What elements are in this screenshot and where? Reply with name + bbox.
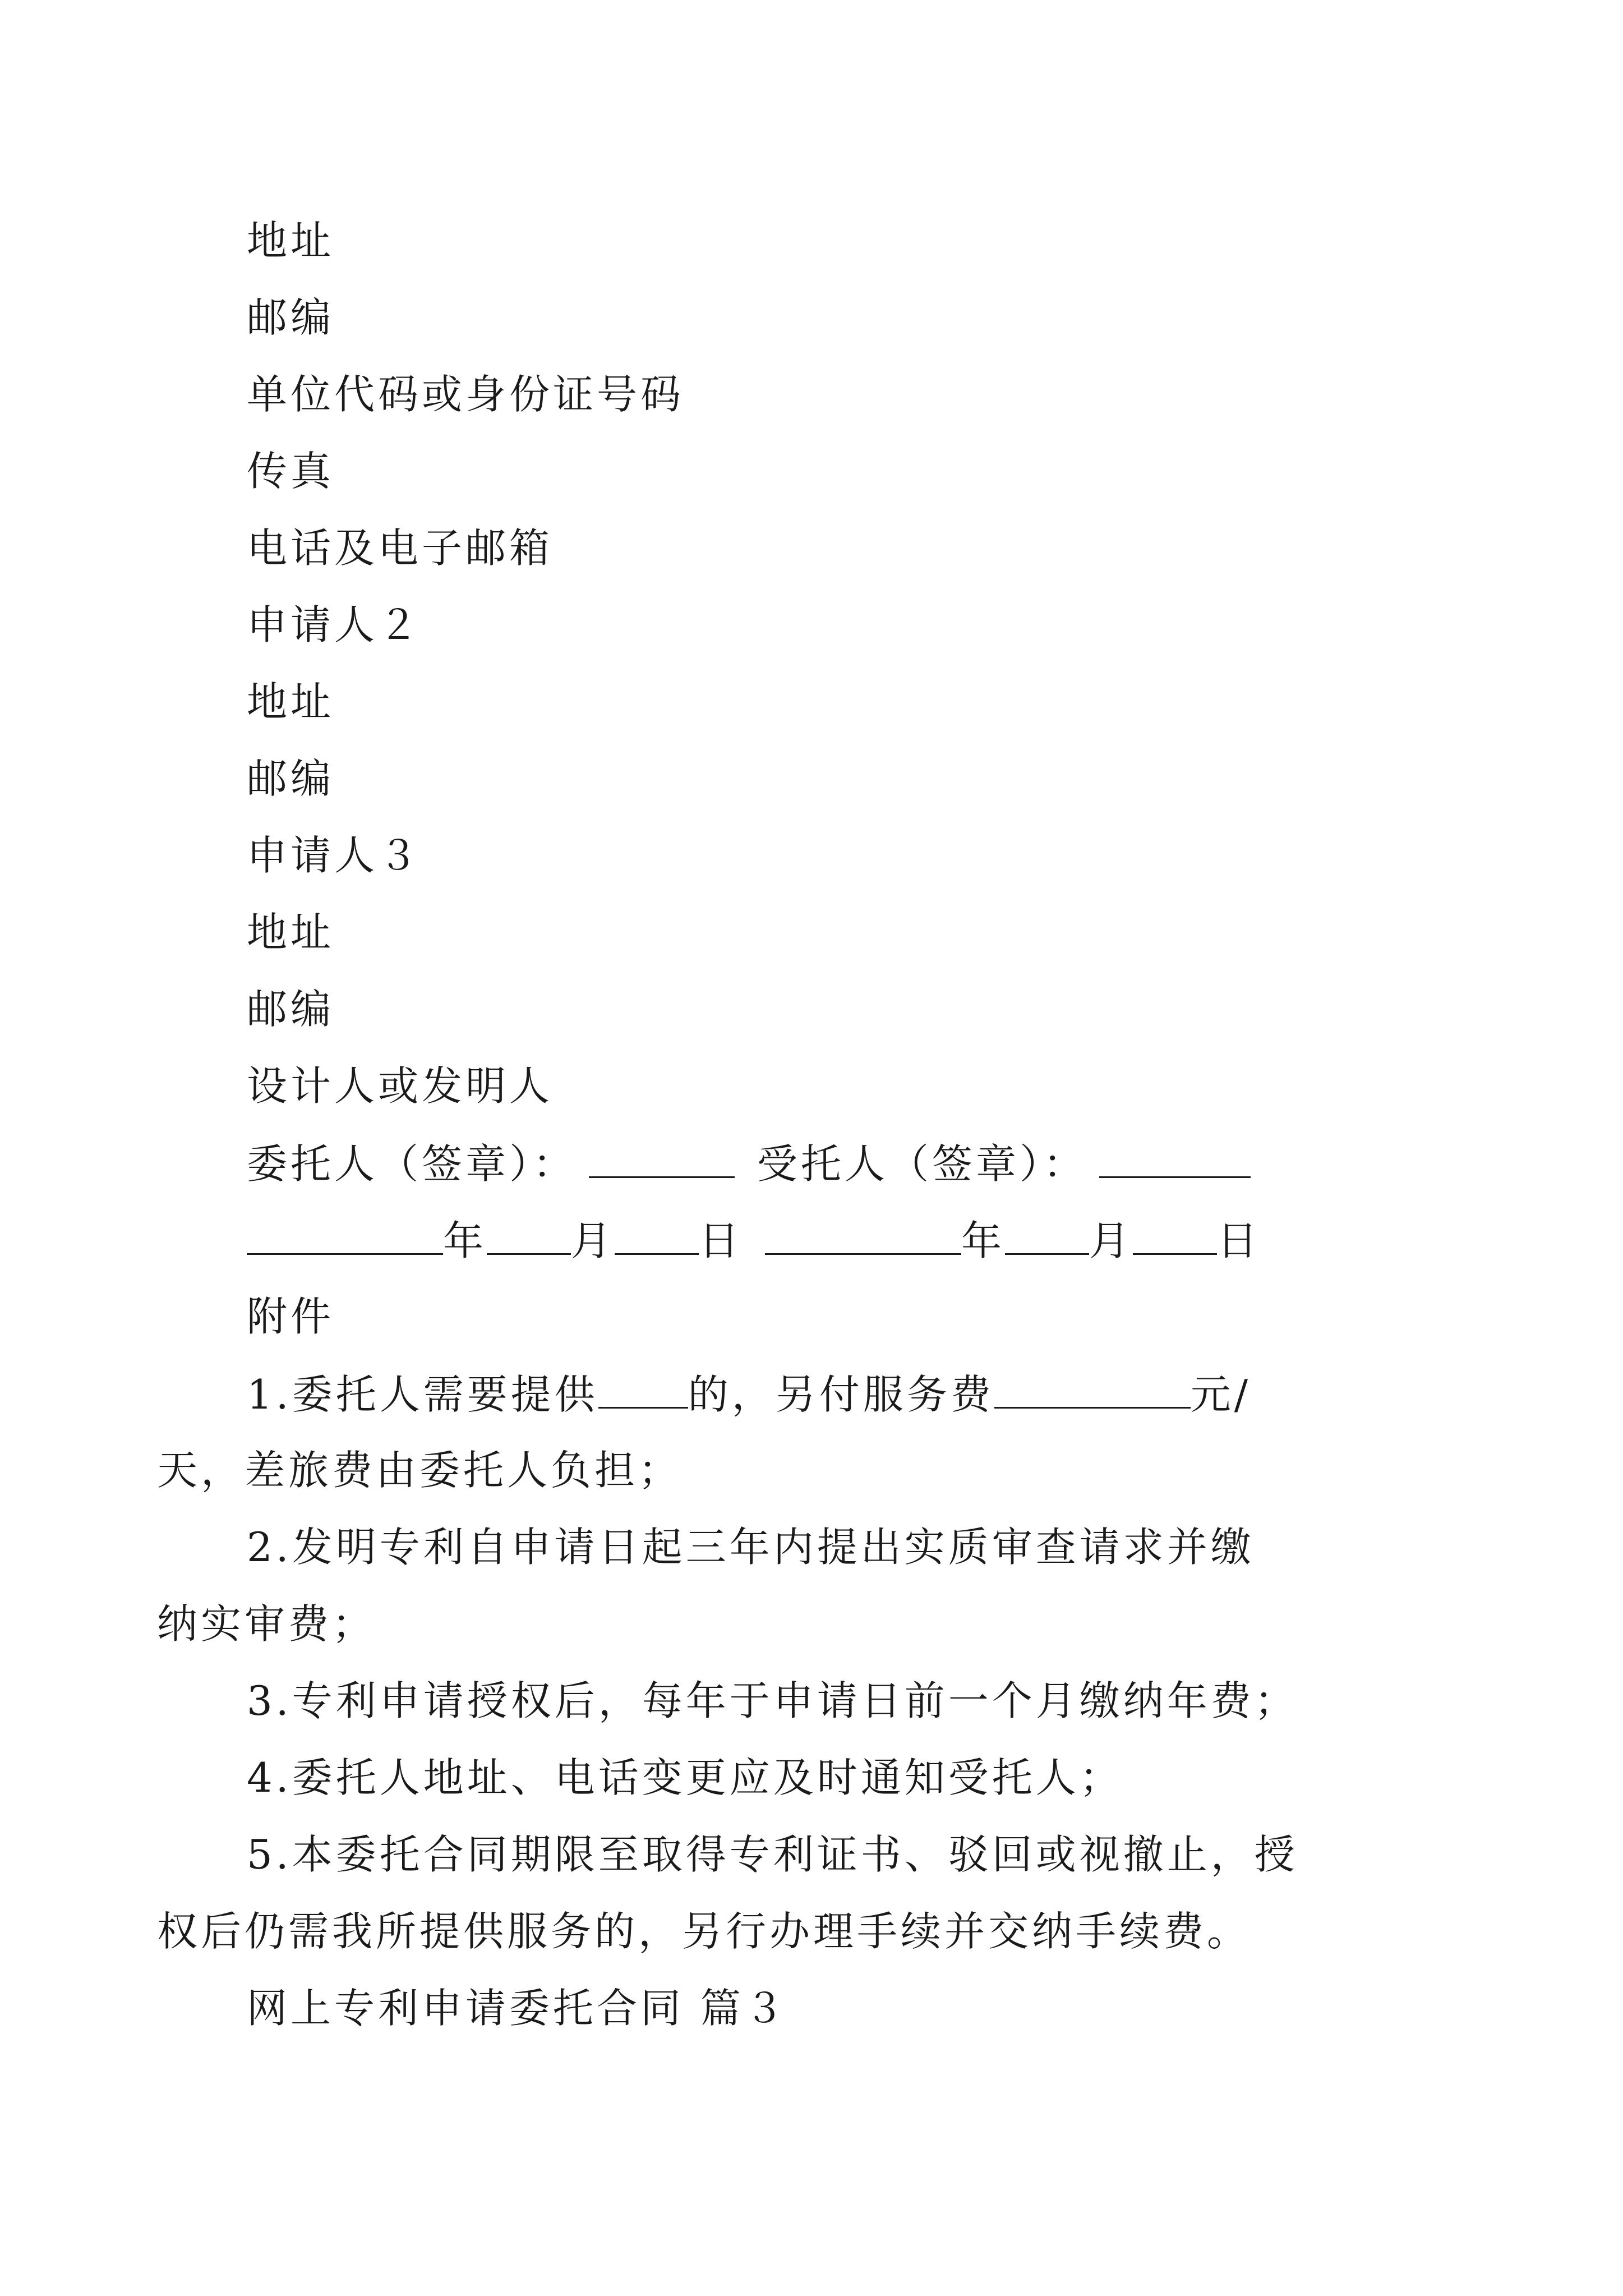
field-address-2: 地址 [247, 678, 335, 725]
date-blank-year-2 [765, 1220, 961, 1255]
agent-signature-label: 受托人（签章）： [757, 1140, 1087, 1188]
date-line [247, 1217, 1396, 1264]
date-blank-day-2 [1133, 1220, 1217, 1255]
attachment-item-1-blank-1 [598, 1373, 688, 1409]
date-blank-year-1 [247, 1220, 443, 1255]
field-inventor: 设计人或发明人 [247, 1062, 554, 1110]
date-month-2: 月 [1089, 1217, 1133, 1264]
field-applicant-2: 申请人２ [247, 601, 422, 648]
attachment-item-1-text-c: 元/ [1190, 1371, 1251, 1418]
field-id-code: 单位代码或身份证号码 [247, 371, 685, 418]
field-postcode-1: 邮编 [247, 294, 335, 341]
attachment-item-5-cont: 权后仍需我所提供服务的，另行办理手续并交纳手续费。 [157, 1908, 1251, 1955]
attachment-item-1-text-a: 1.委托人需要提供 [247, 1371, 598, 1418]
attachment-item-1-cont: 天，差旅费由委托人负担； [157, 1447, 683, 1494]
attachment-item-2: 2.发明专利自申请日起三年内提出实质审查请求并缴 [247, 1524, 1255, 1571]
next-section-title: 网上专利申请委托合同 篇３ [247, 1985, 788, 2032]
client-signature-label: 委托人（签章）： [247, 1140, 577, 1188]
date-blank-day-1 [615, 1220, 699, 1255]
field-address-3: 地址 [247, 909, 335, 956]
date-blank-month-2 [1005, 1220, 1089, 1255]
field-applicant-3: 申请人３ [247, 832, 422, 879]
attachment-item-1-blank-2 [994, 1373, 1191, 1409]
attachment-item-1-text-b: 的，另付服务费 [688, 1371, 994, 1418]
attachment-heading: 附件 [247, 1293, 335, 1340]
attachment-item-5: 5.本委托合同期限至取得专利证书、驳回或视撤止，授 [247, 1831, 1298, 1878]
attachment-item-1 [247, 1371, 1396, 1418]
client-signature-blank [589, 1143, 735, 1178]
attachment-item-2-cont: 纳实审费； [157, 1600, 376, 1648]
field-fax: 传真 [247, 448, 335, 495]
date-year-1: 年 [443, 1217, 487, 1264]
date-year-2: 年 [961, 1217, 1006, 1264]
field-phone-email: 电话及电子邮箱 [247, 524, 554, 572]
date-blank-month-1 [487, 1220, 571, 1255]
field-postcode-2: 邮编 [247, 755, 335, 802]
attachment-item-4: 4.委托人地址、电话变更应及时通知受托人； [247, 1754, 1123, 1801]
field-postcode-3: 邮编 [247, 986, 335, 1033]
date-month-1: 月 [571, 1217, 615, 1264]
date-day-1: 日 [699, 1217, 743, 1264]
field-address-1: 地址 [247, 217, 335, 264]
agent-signature-blank [1099, 1143, 1251, 1178]
attachment-item-3: 3.专利申请授权后，每年于申请日前一个月缴纳年费； [247, 1677, 1298, 1724]
signature-line [247, 1140, 1396, 1188]
date-day-2: 日 [1217, 1217, 1261, 1264]
